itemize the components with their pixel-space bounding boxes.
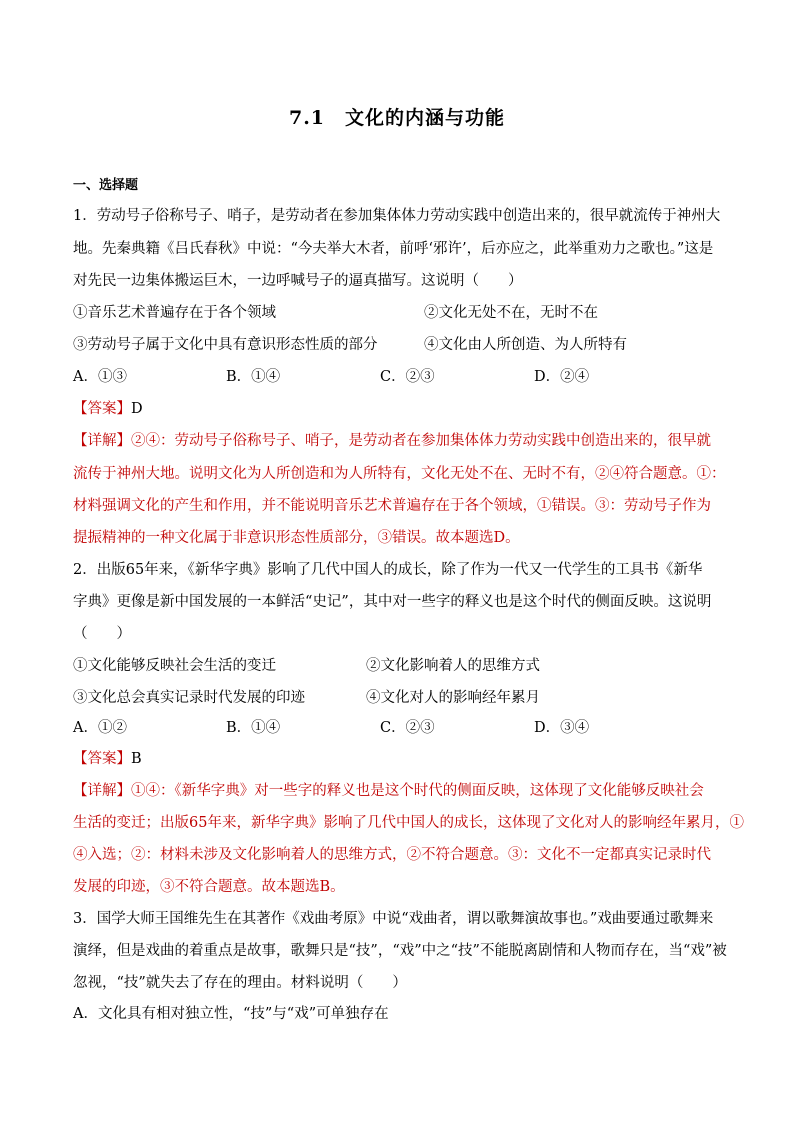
q1-option: ①音乐艺术普遍存在于各个领域	[73, 305, 276, 321]
q2-choice: C．②③	[380, 720, 435, 736]
q2-option: ④文化对人的影响经年累月	[366, 690, 540, 706]
q1-text-line: 地。先秦典籍《吕氏春秋》中说：“今夫举大木者，前呼‘邪许’，后亦应之，此举重劝力之歌也。”这是	[73, 241, 714, 257]
section-heading: 一、选择题	[73, 178, 139, 193]
q1-text-line: 1．劳动号子俗称号子、哨子，是劳动者在参加集体体力劳动实践中创造出来的，很早就流传于神州大	[73, 208, 721, 224]
q1-answer	[73, 399, 733, 419]
q1-text-line: 对先民一边集体搬运巨木，一边呼喊号子的逼真描写。这说明（ ）	[73, 273, 523, 289]
explain-text: ①④：《新华字典》对一些字的释义也是这个时代的侧面反映，这体现了文化能够反映社会	[131, 783, 704, 799]
q1-explain-line: 流传于神州大地。说明文化为人所创造和为人所特有，文化无处不在、无时不有，②④符合题意。①：	[73, 466, 726, 482]
q1-choice: A．①③	[73, 369, 127, 385]
q3-choice: A．文化具有相对独立性，“技”与“戏”可单独存在	[73, 1006, 389, 1022]
q2-option: ②文化影响着人的思维方式	[366, 658, 540, 674]
q2-explain-line: 发展的印迹，③不符合题意。故本题选B。	[73, 879, 345, 895]
q3-text-line: 忽视，“技”就失去了存在的理由。材料说明（ ）	[73, 975, 407, 991]
q2-text-line: 2．出版65年来，《新华字典》影响了几代中国人的成长，除了作为一代又一代学生的工具书《新华	[73, 562, 703, 578]
q1-option: ②文化无处不在，无时不在	[424, 305, 598, 321]
q1-explain-line	[73, 431, 733, 451]
answer-value: D	[131, 401, 143, 417]
q2-option: ①文化能够反映社会生活的变迁	[73, 658, 276, 674]
explain-text: ②④：劳动号子俗称号子、哨子，是劳动者在参加集体体力劳动实践中创造出来的，很早就	[131, 433, 711, 449]
q1-choice: D．②④	[534, 369, 590, 385]
page-title: 7.1 文化的内涵与功能	[288, 107, 506, 129]
q1-option: ③劳动号子属于文化中具有意识形态性质的部分	[73, 337, 378, 353]
q2-answer	[73, 749, 733, 769]
q2-option: ③文化总会真实记录时代发展的印迹	[73, 690, 305, 706]
q1-choice: C．②③	[380, 369, 435, 385]
q2-explain-line: 生活的变迁；出版65年来，新华字典》影响了几代中国人的成长，这体现了文化对人的影响经年累月，①	[73, 815, 744, 831]
answer-tag: 【答案】	[73, 751, 131, 767]
answer-tag: 【答案】	[73, 401, 131, 417]
q2-explain-line	[73, 781, 733, 801]
explain-tag: 【详解】	[73, 433, 131, 449]
answer-value: B	[131, 751, 142, 767]
q2-choice: B．①④	[226, 720, 281, 736]
q3-text-line: 演绎，但是戏曲的着重点是故事，歌舞只是“技”，“戏”中之“技”不能脱离剧情和人物而存在，当“戏”被	[73, 943, 727, 959]
q1-choice: B．①④	[226, 369, 281, 385]
q1-explain-line: 提振精神的一种文化属于非意识形态性质部分，③错误。故本题选D。	[73, 530, 520, 546]
q2-choice: A．①②	[73, 720, 127, 736]
q1-option: ④文化由人所创造、为人所特有	[424, 337, 627, 353]
q2-text-line: （ ）	[73, 626, 131, 642]
explain-tag: 【详解】	[73, 783, 131, 799]
q3-text-line: 3．国学大师王国维先生在其著作《戏曲考原》中说“戏曲者，谓以歌舞演故事也。”戏曲要通过歌舞来	[73, 911, 714, 927]
q2-explain-line: ④入选；②：材料未涉及文化影响着人的思维方式，②不符合题意。③：文化不一定都真实记录时代	[73, 847, 711, 863]
q2-text-line: 字典》更像是新中国发展的一本鲜活“史记”，其中对一些字的释义也是这个时代的侧面反映。这说明	[73, 594, 712, 610]
q2-choice: D．③④	[534, 720, 590, 736]
q1-explain-line: 材料强调文化的产生和作用，并不能说明音乐艺术普遍存在于各个领域，①错误。③：劳动号子作为	[73, 498, 711, 514]
